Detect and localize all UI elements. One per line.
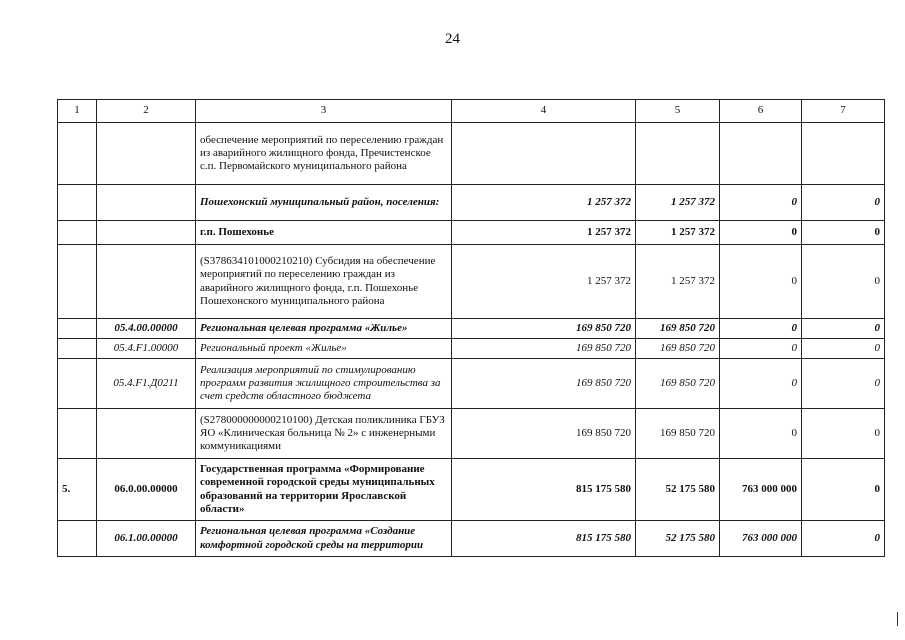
total-cell: 169 850 720	[452, 339, 636, 359]
description-cell: Региональный проект «Жилье»	[196, 339, 452, 359]
amount-col5-cell: 169 850 720	[636, 359, 720, 409]
table-row	[58, 221, 885, 245]
page-number: 24	[445, 31, 460, 47]
table-row	[58, 185, 885, 221]
amount-col5-cell: 52 175 580	[636, 459, 720, 521]
amount-col6-cell: 0	[720, 339, 802, 359]
table-row	[58, 359, 885, 409]
code-cell: 05.4.F1.00000	[97, 339, 196, 359]
amount-col7-cell: 0	[802, 245, 885, 319]
table-row	[58, 339, 885, 359]
col-header-3: 3	[196, 100, 452, 123]
col-header-1: 1	[58, 100, 97, 123]
row-number-cell: 5.	[58, 459, 97, 521]
description-cell: г.п. Пошехонье	[196, 221, 452, 245]
scan-edge-mark	[897, 612, 898, 626]
total-cell	[452, 123, 636, 185]
amount-col7-cell: 0	[802, 409, 885, 459]
amount-col5-cell	[636, 123, 720, 185]
row-number-cell	[58, 339, 97, 359]
header-row	[58, 100, 885, 123]
amount-col5-cell: 52 175 580	[636, 521, 720, 557]
code-cell	[97, 409, 196, 459]
amount-col7-cell: 0	[802, 521, 885, 557]
table-row	[58, 319, 885, 339]
description-cell: (S278000000000210100) Детская поликлиника ГБУЗ ЯО «Клиническая больница № 2» с инженерными коммуникациями	[196, 409, 452, 459]
col-header-6: 6	[720, 100, 802, 123]
total-cell: 169 850 720	[452, 359, 636, 409]
table-row	[58, 459, 885, 521]
row-number-cell	[58, 409, 97, 459]
amount-col6-cell: 0	[720, 185, 802, 221]
code-cell	[97, 185, 196, 221]
col-header-7: 7	[802, 100, 885, 123]
description-cell: Реализация мероприятий по стимулированию программ развития жилищного строительства за счет средств областного бюджета	[196, 359, 452, 409]
code-cell: 05.4.F1.Д0211	[97, 359, 196, 409]
amount-col5-cell: 169 850 720	[636, 319, 720, 339]
amount-col6-cell: 763 000 000	[720, 459, 802, 521]
code-cell	[97, 221, 196, 245]
description-cell: Государственная программа «Формирование современной городской среды муниципальных образований на территории Ярославской области»	[196, 459, 452, 521]
description-cell: Региональная целевая программа «Создание комфортной городской среды на территории	[196, 521, 452, 557]
budget-table	[57, 99, 885, 557]
table-row	[58, 245, 885, 319]
table-row	[58, 123, 885, 185]
total-cell: 815 175 580	[452, 459, 636, 521]
row-number-cell	[58, 245, 97, 319]
table-row	[58, 409, 885, 459]
description-cell: Региональная целевая программа «Жилье»	[196, 319, 452, 339]
code-cell	[97, 123, 196, 185]
description-cell: Пошехонский муниципальный район, поселения:	[196, 185, 452, 221]
amount-col5-cell: 1 257 372	[636, 185, 720, 221]
total-cell: 815 175 580	[452, 521, 636, 557]
description-cell: (S378634101000210210) Субсидия на обеспечение мероприятий по переселению граждан из аварийного жилищного фонда, г.п. Пошехонье Пошехонского муниципального района	[196, 245, 452, 319]
code-cell	[97, 245, 196, 319]
amount-col7-cell: 0	[802, 221, 885, 245]
total-cell: 1 257 372	[452, 245, 636, 319]
amount-col7-cell	[802, 123, 885, 185]
amount-col7-cell: 0	[802, 319, 885, 339]
amount-col6-cell	[720, 123, 802, 185]
row-number-cell	[58, 185, 97, 221]
amount-col7-cell: 0	[802, 459, 885, 521]
amount-col5-cell: 1 257 372	[636, 221, 720, 245]
row-number-cell	[58, 221, 97, 245]
col-header-2: 2	[97, 100, 196, 123]
row-number-cell	[58, 521, 97, 557]
amount-col6-cell: 0	[720, 221, 802, 245]
row-number-cell	[58, 123, 97, 185]
row-number-cell	[58, 359, 97, 409]
total-cell: 1 257 372	[452, 185, 636, 221]
total-cell: 169 850 720	[452, 409, 636, 459]
amount-col7-cell: 0	[802, 359, 885, 409]
amount-col5-cell: 169 850 720	[636, 409, 720, 459]
col-header-4: 4	[452, 100, 636, 123]
table-row	[58, 521, 885, 557]
description-cell: обеспечение мероприятий по переселению граждан из аварийного жилищного фонда, Пречистенское с.п. Первомайского муниципального района	[196, 123, 452, 185]
amount-col6-cell: 0	[720, 409, 802, 459]
amount-col6-cell: 0	[720, 245, 802, 319]
total-cell: 169 850 720	[452, 319, 636, 339]
amount-col6-cell: 0	[720, 359, 802, 409]
code-cell: 06.1.00.00000	[97, 521, 196, 557]
amount-col6-cell: 0	[720, 319, 802, 339]
code-cell: 05.4.00.00000	[97, 319, 196, 339]
amount-col7-cell: 0	[802, 339, 885, 359]
code-cell: 06.0.00.00000	[97, 459, 196, 521]
amount-col5-cell: 169 850 720	[636, 339, 720, 359]
amount-col7-cell: 0	[802, 185, 885, 221]
total-cell: 1 257 372	[452, 221, 636, 245]
amount-col6-cell: 763 000 000	[720, 521, 802, 557]
row-number-cell	[58, 319, 97, 339]
amount-col5-cell: 1 257 372	[636, 245, 720, 319]
col-header-5: 5	[636, 100, 720, 123]
